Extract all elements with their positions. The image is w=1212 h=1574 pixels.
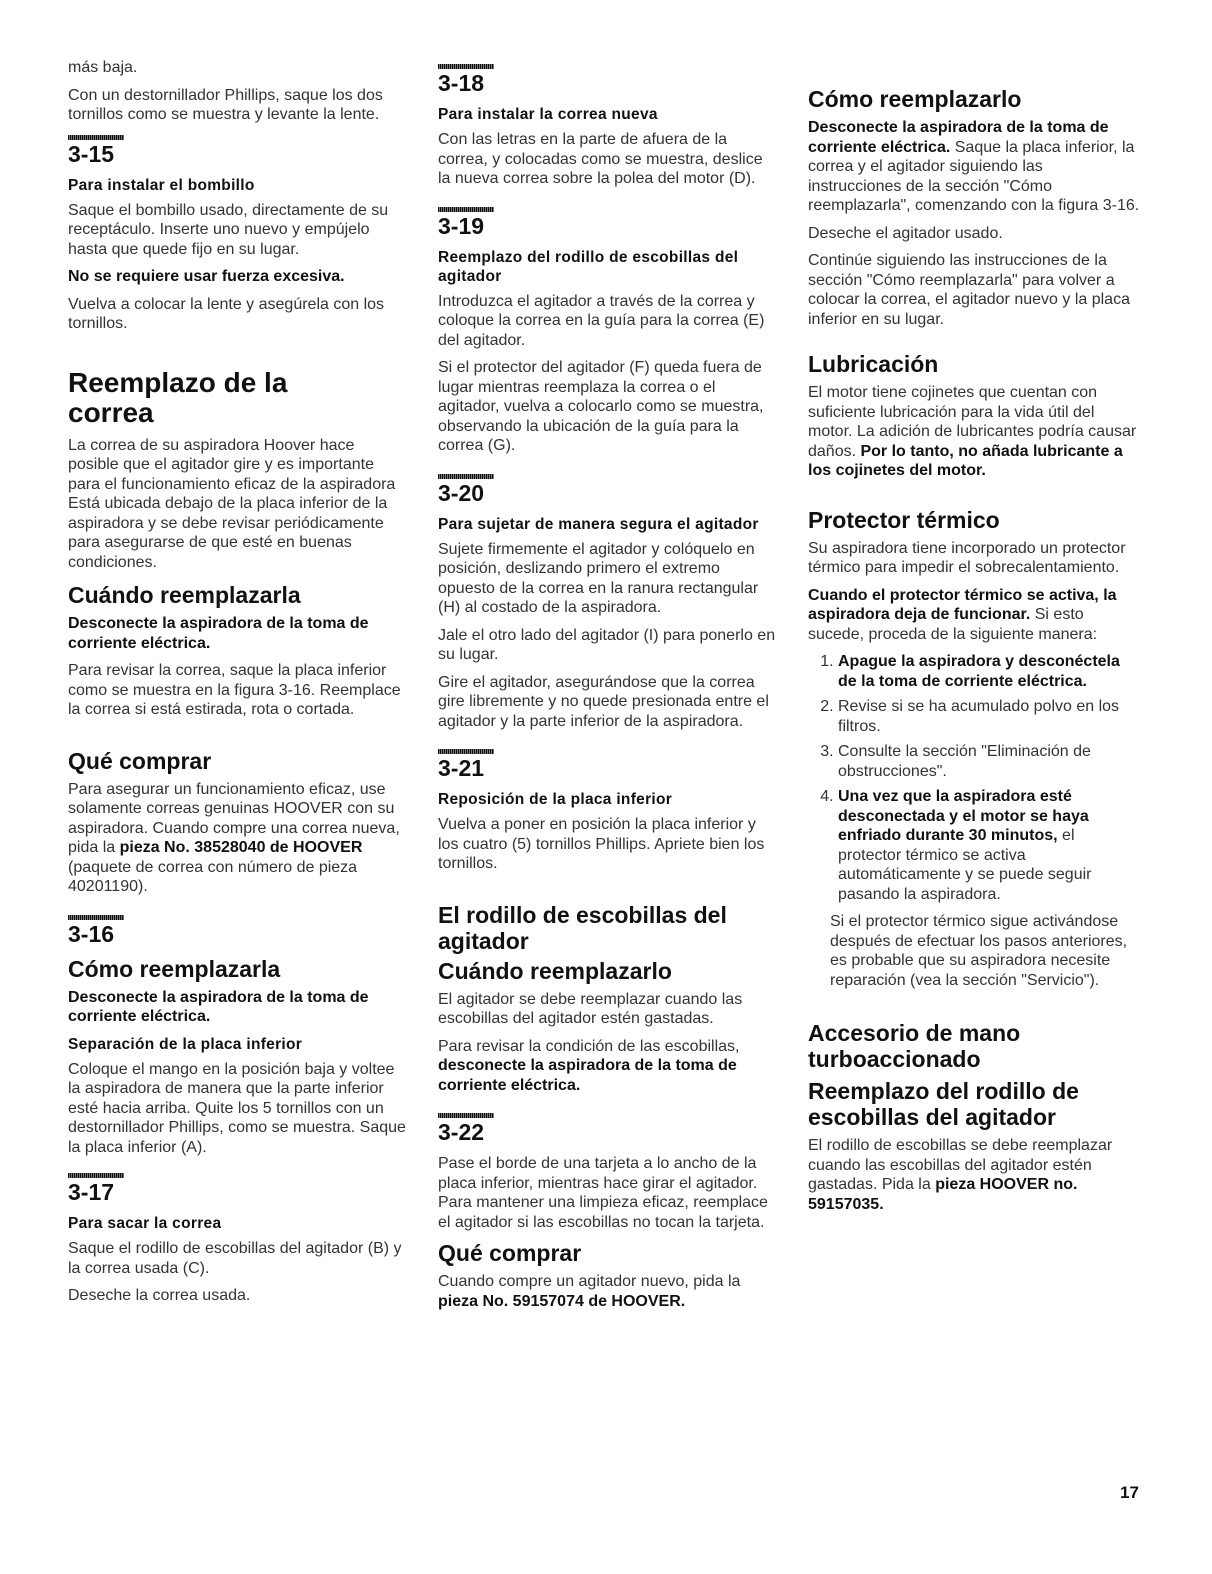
text: Saque la placa inferior, la correa y el agitador siguiendo las instrucciones de la sección "Cómo reemplazarla", comenzando con la figura 3-16. bbox=[808, 138, 1140, 214]
paragraph: Con un destornillador Phillips, saque los dos tornillos como se muestra y levante la lente. bbox=[68, 86, 383, 123]
text-bold: Cuando el protector térmico se activa, la aspiradora deja de funcionar. bbox=[808, 586, 1117, 623]
paragraph bbox=[438, 1272, 778, 1311]
section-subheading: Cuándo reemplazarlo bbox=[438, 957, 672, 984]
paragraph: Vuelva a poner en posición la placa inferior y los cuatro (5) tornillos Phillips. Apriete bien los tornillos. bbox=[438, 816, 765, 872]
paragraph: Saque el bombillo usado, directamente de su receptáculo. Inserte uno nuevo y empújelo hasta que quede fijo en su lugar. bbox=[68, 201, 389, 258]
figure-number: 3-18 bbox=[438, 70, 485, 96]
steps-list bbox=[808, 652, 1140, 904]
section-heading: Accesorio de mano turboaccionado bbox=[808, 1020, 1021, 1072]
figure-label bbox=[438, 207, 778, 240]
text: Cuando compre un agitador nuevo, pida la bbox=[438, 1273, 741, 1290]
figure-number: 3-17 bbox=[68, 1179, 115, 1205]
figure-label bbox=[438, 474, 778, 507]
section-heading: Lubricación bbox=[808, 351, 939, 377]
section-subheading: Qué comprar bbox=[438, 1240, 582, 1266]
figure-label bbox=[68, 1173, 408, 1206]
paragraph: La correa de su aspiradora Hoover hace posible que el agitador gire y es importante para el funcionamiento eficaz de la aspiradora Está ubicada debajo de la placa inferior de la aspiradora y se debe revisar periódicamente para asegurarse de que esté en buenas condiciones. bbox=[68, 436, 396, 571]
paragraph: Saque el rodillo de escobillas del agitador (B) y la correa usada (C). bbox=[68, 1240, 402, 1277]
figure-bar bbox=[68, 135, 124, 140]
section-heading: Reemplazo de la correa bbox=[68, 366, 288, 428]
section-heading: Cómo reemplazarlo bbox=[808, 86, 1022, 112]
paragraph: Deseche el agitador usado. bbox=[808, 224, 1003, 242]
figure-label bbox=[438, 749, 778, 782]
paragraph: Vuelva a colocar la lente y asegúrela con los tornillos. bbox=[68, 295, 385, 332]
figure-label bbox=[438, 1113, 778, 1146]
paragraph: más baja. bbox=[68, 59, 138, 76]
text: Para asegurar un funcionamiento eficaz, use solamente correas genuinas HOOVER con su aspiradora. Cuando compre una correa nueva, pida la bbox=[68, 780, 400, 856]
paragraph: Si el protector térmico sigue activándose después de efectuar los pasos anteriores, es probable que su aspiradora necesite reparación (vea la sección "Servicio"). bbox=[830, 913, 1128, 989]
list-item bbox=[838, 742, 1140, 781]
paragraph-bold: Desconecte la aspiradora de la toma de corriente eléctrica. bbox=[68, 988, 369, 1025]
paragraph bbox=[808, 118, 1140, 216]
figure-number: 3-19 bbox=[438, 212, 485, 239]
figure-bar bbox=[438, 1113, 494, 1118]
text-bold: Por lo tanto, no añada lubricante a los cojinetes del motor. bbox=[808, 442, 1123, 479]
section-subheading: Cuándo reemplazarla bbox=[68, 582, 301, 608]
paragraph: Introduzca el agitador a través de la correa y coloque la correa en la guía para la correa (E) del agitador. bbox=[438, 292, 765, 349]
paragraph-bold: No se requiere usar fuerza excesiva. bbox=[68, 268, 345, 285]
text: Consulte la sección "Eliminación de obstrucciones". bbox=[838, 743, 1091, 780]
subheading: Reemplazo del rodillo de escobillas del agitador bbox=[438, 248, 739, 285]
column-left bbox=[68, 58, 408, 1314]
figure-bar bbox=[438, 749, 494, 754]
paragraph: Jale el otro lado del agitador (I) para ponerlo en su lugar. bbox=[438, 626, 776, 663]
text: Si esto sucede, proceda de la siguiente manera: bbox=[808, 606, 1098, 643]
paragraph: Gire el agitador, asegurándose que la correa gire libremente y no quede presionada entre el agitador y la parte inferior de la aspiradora. bbox=[438, 673, 769, 730]
paragraph bbox=[808, 586, 1140, 645]
paragraph: El agitador se debe reemplazar cuando las escobillas del agitador estén gastadas. bbox=[438, 990, 743, 1027]
subheading: Reposición de la placa inferior bbox=[438, 791, 673, 808]
part-number: pieza HOOVER no. 59157035. bbox=[808, 1176, 1078, 1213]
paragraph: Coloque el mango en la posición baja y voltee la aspiradora de manera que la parte inferior esté hacia arriba. Quite los 5 tornillos con un destornillador Phillips, como se muestra. Saque la placa inferior (A). bbox=[68, 1060, 406, 1156]
text-bold: Apague la aspiradora y desconéctela de la toma de corriente eléctrica. bbox=[838, 653, 1120, 690]
subheading: Separación de la placa inferior bbox=[68, 1035, 303, 1053]
text: Para revisar la condición de las escobillas, bbox=[438, 1037, 740, 1055]
section-heading: Protector térmico bbox=[808, 506, 1000, 533]
paragraph bbox=[808, 383, 1140, 481]
paragraph: Si el protector del agitador (F) queda fuera de lugar mientras reemplaza la correa o el agitador, vuelva a colocarlo como se muestra, observando la ubicación de la guía para la correa (G). bbox=[438, 359, 764, 454]
subheading: Para instalar el bombillo bbox=[68, 176, 255, 194]
subheading: Para sujetar de manera segura el agitador bbox=[438, 515, 759, 533]
list-item bbox=[838, 697, 1140, 736]
list-item bbox=[838, 787, 1140, 904]
figure-bar bbox=[438, 474, 494, 479]
subheading: Para sacar la correa bbox=[68, 1215, 222, 1232]
figure-number: 3-21 bbox=[438, 755, 485, 781]
text: el protector térmico se activa automáticamente y se puede seguir pasando la aspiradora. bbox=[838, 827, 1092, 903]
paragraph-bold: Desconecte la aspiradora de la toma de corriente eléctrica. bbox=[68, 615, 369, 652]
paragraph: Continúe siguiendo las instrucciones de la sección "Cómo reemplazarla" para volver a colocar la correa, el agitador nuevo y la placa inferior en su lugar. bbox=[808, 252, 1130, 328]
text: El rodillo de escobillas se debe reemplazar cuando las escobillas del agitador estén gastadas. Pida la bbox=[808, 1137, 1113, 1193]
text: (paquete de correa con número de pieza 40201190). bbox=[68, 858, 358, 895]
text-bold: Desconecte la aspiradora de la toma de corriente eléctrica. bbox=[808, 119, 1109, 156]
paragraph: Su aspiradora tiene incorporado un protector térmico para impedir el sobrecalentamiento. bbox=[808, 539, 1126, 576]
paragraph: Sujete firmemente el agitador y colóquelo en posición, deslizando primero el extremo opuesto de la correa en la ranura rectangular (H) al costado de la aspiradora. bbox=[438, 540, 759, 616]
figure-number: 3-16 bbox=[68, 920, 115, 947]
column-middle bbox=[438, 64, 778, 1319]
text-bold: Una vez que la aspiradora esté desconectada y el motor se haya enfriado durante 30 minutos, bbox=[838, 788, 1089, 844]
figure-number: 3-22 bbox=[438, 1119, 485, 1145]
part-number: pieza No. 59157074 de HOOVER. bbox=[438, 1292, 686, 1310]
figure-bar bbox=[438, 64, 494, 69]
subheading: Para instalar la correa nueva bbox=[438, 106, 658, 123]
section-heading: El rodillo de escobillas del agitador bbox=[438, 901, 727, 954]
section-subheading: Reemplazo del rodillo de escobillas del agitador bbox=[808, 1078, 1079, 1130]
column-right bbox=[808, 86, 1140, 1222]
paragraph: Deseche la correa usada. bbox=[68, 1287, 251, 1304]
paragraph: Pase el borde de una tarjeta a lo ancho de la placa inferior, mientras hace girar el agitador. Para mantener una limpieza eficaz, reemplace el agitador si las escobillas no tocan la tarjeta. bbox=[438, 1155, 768, 1231]
text: El motor tiene cojinetes que cuentan con suficiente lubricación para la vida útil del motor. La adición de lubricantes podría causar daños. bbox=[808, 384, 1137, 460]
page-number: 17 bbox=[1120, 1483, 1139, 1502]
text-bold: desconecte la aspiradora de la toma de corriente eléctrica. bbox=[438, 1057, 737, 1094]
figure-label bbox=[68, 135, 408, 168]
figure-label bbox=[438, 64, 778, 97]
paragraph bbox=[438, 1037, 778, 1096]
list-item bbox=[838, 652, 1140, 691]
figure-bar bbox=[68, 915, 124, 920]
text: Revise si se ha acumulado polvo en los filtros. bbox=[838, 698, 1120, 735]
section-subheading: Cómo reemplazarla bbox=[68, 955, 281, 982]
figure-number: 3-20 bbox=[438, 479, 485, 506]
part-number: pieza No. 38528040 de HOOVER bbox=[119, 839, 363, 856]
figure-label bbox=[68, 915, 408, 948]
paragraph bbox=[68, 780, 408, 897]
paragraph bbox=[808, 1136, 1140, 1214]
figure-bar bbox=[68, 1173, 124, 1178]
paragraph: Para revisar la correa, saque la placa inferior como se muestra en la figura 3-16. Reemplace la correa si está estirada, rota o cortada. bbox=[68, 662, 401, 718]
section-subheading: Qué comprar bbox=[68, 747, 212, 774]
figure-bar bbox=[438, 207, 494, 212]
paragraph: Con las letras en la parte de afuera de la correa, y colocadas como se muestra, deslice la nueva correa sobre la polea del motor (D). bbox=[438, 131, 763, 187]
figure-number: 3-15 bbox=[68, 140, 115, 167]
